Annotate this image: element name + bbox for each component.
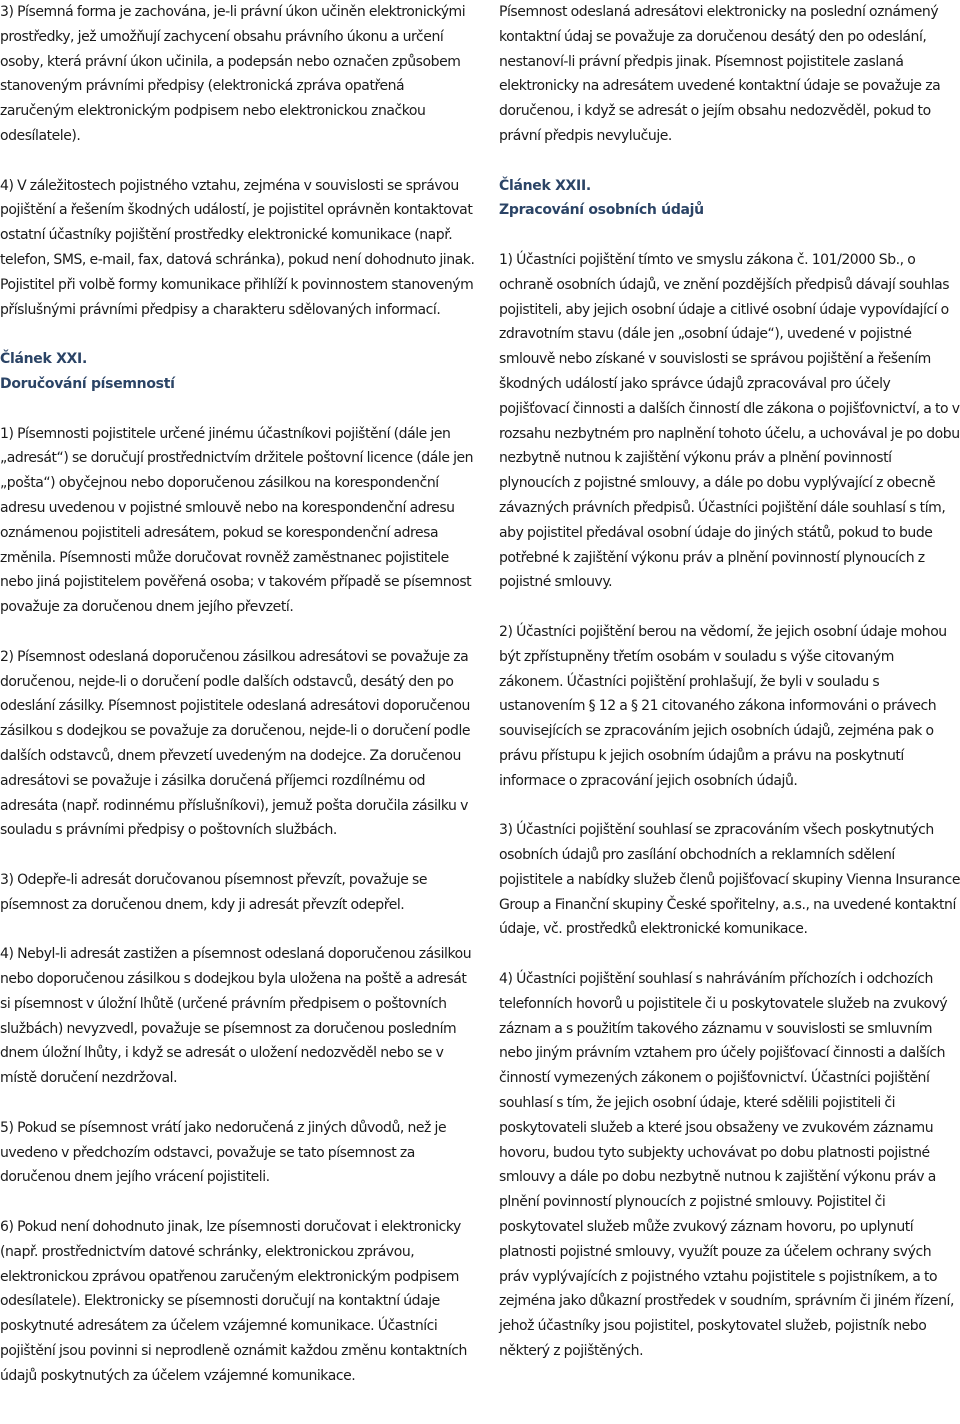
- data-processing-paragraph-3: 3) Účastníci pojištění souhlasí se zpracováním všech poskytnutých osobních údajů pro zasílání obchodních a reklamních sdělení pojistitele a nabídky služeb členů pojišťovací skupiny Vienna Insurance Group a Finanční skupiny České spořitelny, a.s., na uvedené kontaktní údaje, vč. prostředků elektronické komunikace.: [499, 822, 960, 938]
- article-xxi-title: Doručování písemností: [0, 375, 175, 392]
- delivery-paragraph-4: 4) Nebyl-li adresát zastižen a písemnost odeslaná doporučenou zásilkou nebo doporučenou zásilkou s dodejkou byla uložena na poště a adresát si písemnost v úložní lhůtě (určené právním předpisem o poštovních službách) nevyzvedl, považuje se písemnost za doručenou posledním dnem úložní lhůty, i když se adresát o uložení nedozvěděl nebo se v místě doručení nezdržoval.: [0, 946, 472, 1087]
- article-xxii-title: Zpracování osobních údajů: [499, 202, 704, 219]
- delivery-paragraph-2: 2) Písemnost odeslaná doporučenou zásilkou adresátovi se považuje za doručenou, nejde-li o doručení podle dalších odstavců, desátý den po odeslání zásilky. Písemnost pojistitele odeslaná adresátovi doporučenou zásilkou s dodejkou se považuje za doručenou, nejde-li o doručení podle dalších odstavců, dnem převzetí uvedeným na dodejce. Za doručenou adresátovi se považuje i zásilka doručená příjemci rozdílnému od adresáta (např. rodinnému příslušníkovi), jemuž pošta doručila zásilku v souladu s právními předpisy o poštovních službách.: [0, 648, 471, 839]
- spacer: [499, 149, 960, 174]
- article-xxii-number: Článek XXII.: [499, 177, 591, 194]
- spacer: [0, 620, 478, 645]
- spacer: [0, 1190, 478, 1215]
- spacer: [499, 595, 960, 620]
- spacer: [499, 942, 960, 967]
- spacer: [0, 322, 478, 347]
- right-column: [499, 0, 960, 1364]
- delivery-paragraph-3: 3) Odepře-li adresát doručovanou písemnost převzít, považuje se písemnost za doručenou dnem, kdy ji adresát převzít odepřel.: [0, 871, 427, 913]
- paragraph-3: 3) Písemná forma je zachována, je-li právní úkon učiněn elektronickými prostředky, jež umožňují zachycení obsahu právního úkonu a určení osoby, která právní úkon učinila, a podepsán nebo označen způsobem stanoveným právními předpisy (elektronická zpráva opatřená zaručeným elektronickým podpisem nebo elektronickou značkou odesílatele).: [0, 4, 466, 144]
- spacer: [0, 149, 478, 174]
- delivery-paragraph-5: 5) Pokud se písemnost vrátí jako nedoručená z jiných důvodů, než je uvedeno v předchozím odstavci, považuje se tato písemnost za doručenou dnem jejího vrácení pojistiteli.: [0, 1119, 447, 1186]
- delivery-paragraph-1: 1) Písemnosti pojistitele určené jinému účastníkovi pojištění (dále jen „adresát“) se doručují prostřednictvím držitele poštovní licence (dále jen „pošta“) obyčejnou nebo doporučenou zásilkou na korespondenční adresu uvedenou v pojistné smlouvě nebo na korespondenční adresu oznámenou pojistiteli adresátem, pokud se korespondenční adresa změnila. Písemnosti může doručovat rovněž zaměstnanec pojistitele nebo jiná pojistitelem pověřená osoba; v takovém případě se písemnost považuje za doručenou dnem jejího převzetí.: [0, 425, 474, 616]
- data-processing-paragraph-4: 4) Účastníci pojištění souhlasí s nahráváním příchozích i odchozích telefonních hovorů u pojistitele či u poskytovatele služeb na zvukový záznam a s použitím takového záznamu v souvislosti se smluvním nebo jiným právním vztahem pro účely pojišťovací činnosti a dalších činností vymezených zákonem o pojišťovnictví. Účastníci pojištění souhlasí s tím, že jejich osobní údaje, které sdělili pojistiteli či poskytovateli služeb a které jsou obsaženy ve zvukovém záznamu hovoru, budou tyto subjekty uchovávat po dobu platnosti pojistné smlouvy a dále po dobu nezbytně nutnou k zajištění výkonu práv a plnění povinností plynoucích z pojistné smlouvy. Pojistitel či poskytovatel služeb může zvukový záznam hovoru, po uplynutí platnosti pojistné smlouvy, využít pouze za účelem ochrany svých práv vyplývajících z pojistného vztahu pojistitele s pojistníkem, a to zejména jako důkazní prostředek v soudním, správním či jiném řízení, jehož účastníky jsou pojistitel, poskytovatel služeb, pojistník nebo některý z pojištěných.: [499, 971, 954, 1360]
- spacer: [0, 917, 478, 942]
- data-processing-paragraph-1: 1) Účastníci pojištění tímto ve smyslu zákona č. 101/2000 Sb., o ochraně osobních údajů, ve znění pozdějších předpisů dávají souhlas pojistiteli, aby jejich osobní údaje a citlivé osobní údaje vypovídající o zdravotním stavu (dále jen „osobní údaje“), uvedené v pojistné smlouvě nebo získané v souvislosti se správou pojištění a řešením škodných událostí jako správce údajů zpracovával pro účely pojišťovací činnosti a dalších činností dle zákona o pojišťovnictví, a to v rozsahu nezbytném pro naplnění tohoto účelu, a uchovával je po dobu nezbytně nutnou k zajištění výkonu práv a plnění povinností plynoucích z pojistné smlouvy, a dále po dobu vyplývající z obecně závazných právních předpisů. Účastníci pojištění dále souhlasí s tím, aby pojistitel předával osobní údaje do jiných států, pokud to bude potřebné k zajištění výkonu práv a plnění povinností plynoucích z pojistné smlouvy.: [499, 251, 960, 591]
- article-xxi-number: Článek XXI.: [0, 351, 87, 368]
- delivery-paragraph-6-continued: Písemnost odeslaná adresátovi elektronicky na poslední oznámený kontaktní údaj se považuje za doručenou desátý den po odeslání, nestanoví-li právní předpis jinak. Písemnost pojistitele zaslaná elektronicky na adresátem uvedené kontaktní údaje se považuje za doručenou, i když se adresát o jejím obsahu nedozvěděl, pokud to právní předpis nevylučuje.: [499, 4, 941, 144]
- left-column: [0, 0, 478, 1389]
- paragraph-4: 4) V záležitostech pojistného vztahu, zejména v souvislosti se správou pojištění a řešením škodných událostí, je pojistitel oprávněn kontaktovat ostatní účastníky pojištění prostředky elektronické komunikace (např. telefon, SMS, e-mail, fax, datová schránka), pokud není dohodnuto jinak. Pojistitel při volbě formy komunikace přihlíží k povinnostem stanoveným příslušnými právními předpisy a charakteru sdělovaných informací.: [0, 177, 475, 318]
- spacer: [499, 794, 960, 819]
- spacer: [0, 397, 478, 422]
- data-processing-paragraph-2: 2) Účastníci pojištění berou na vědomí, že jejich osobní údaje mohou být zpřístupněny třetím osobám v souladu s výše citovaným zákonem. Účastníci pojištění prohlašují, že byli v souladu s ustanovením § 12 a § 21 citovaného zákona informováni o právech souvisejících se zpracováním jejich osobních údajů, zejména pak o právu přístupu k jejich osobním údajům a právu na poskytnutí informace o zpracování jejich osobních údajů.: [499, 623, 947, 789]
- spacer: [0, 843, 478, 868]
- spacer: [0, 1091, 478, 1116]
- delivery-paragraph-6: 6) Pokud není dohodnuto jinak, lze písemnosti doručovat i elektronicky (např. prostřednictvím datové schránky, elektronickou zprávou, elektronickou zprávou opatřenou zaručeným elektronickým podpisem odesílatele). Elektronicky se písemnosti doručují na kontaktní údaje poskytnuté adresátem za účelem vzájemné komunikace. Účastníci pojištění jsou povinni si neprodleně oznámit každou změnu kontaktních údajů poskytnutých za účelem vzájemné komunikace.: [0, 1219, 467, 1384]
- spacer: [499, 223, 960, 248]
